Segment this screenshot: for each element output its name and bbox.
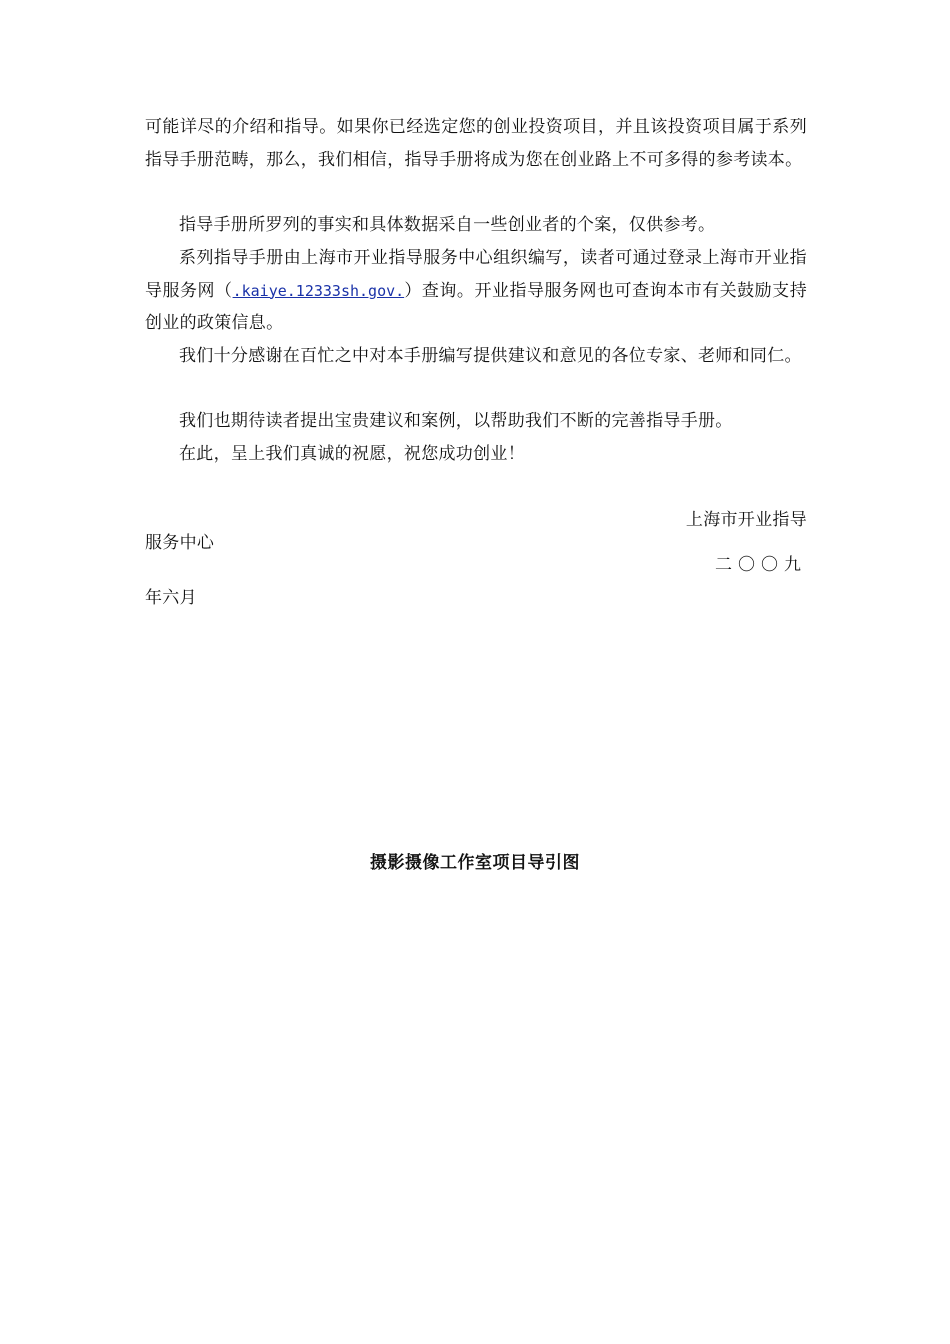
signature-date-line2: 年六月 — [145, 588, 197, 608]
signature-date-line1: 二〇〇九 — [715, 555, 807, 575]
website-link[interactable]: .kaiye.12333sh.gov. — [232, 281, 405, 300]
section-heading: 摄影摄像工作室项目导引图 — [370, 853, 580, 873]
website-paragraph-text-before: 系列指导手册由上海市开业指导服务中心组织编写，读者可通过登录上海市开业指导服务网（ — [145, 248, 807, 301]
website-paragraph-text-after: ）查询。开业指导服务网也可查询本市有关鼓励支持创业的政策信息。 — [145, 280, 807, 333]
data-disclaimer-paragraph: 指导手册所罗列的事实和具体数据采自一些创业者的个案，仅供参考。 — [179, 215, 716, 235]
signature-organization-line2: 服务中心 — [145, 533, 215, 553]
website-paragraph — [145, 242, 807, 340]
intro-paragraph: 可能详尽的介绍和指导。如果你已经选定您的创业投资项目，并且该投资项目属于系列指导手册范畴，那么，我们相信，指导手册将成为您在创业路上不可多得的参考读本。 — [145, 117, 807, 170]
thanks-paragraph: 我们十分感谢在百忙之中对本手册编写提供建议和意见的各位专家、老师和同仁。 — [179, 346, 802, 366]
wishes-paragraph: 在此，呈上我们真诚的祝愿，祝您成功创业！ — [179, 444, 525, 464]
feedback-paragraph: 我们也期待读者提出宝贵建议和案例，以帮助我们不断的完善指导手册。 — [179, 411, 733, 431]
signature-organization-line1: 上海市开业指导 — [685, 510, 807, 530]
